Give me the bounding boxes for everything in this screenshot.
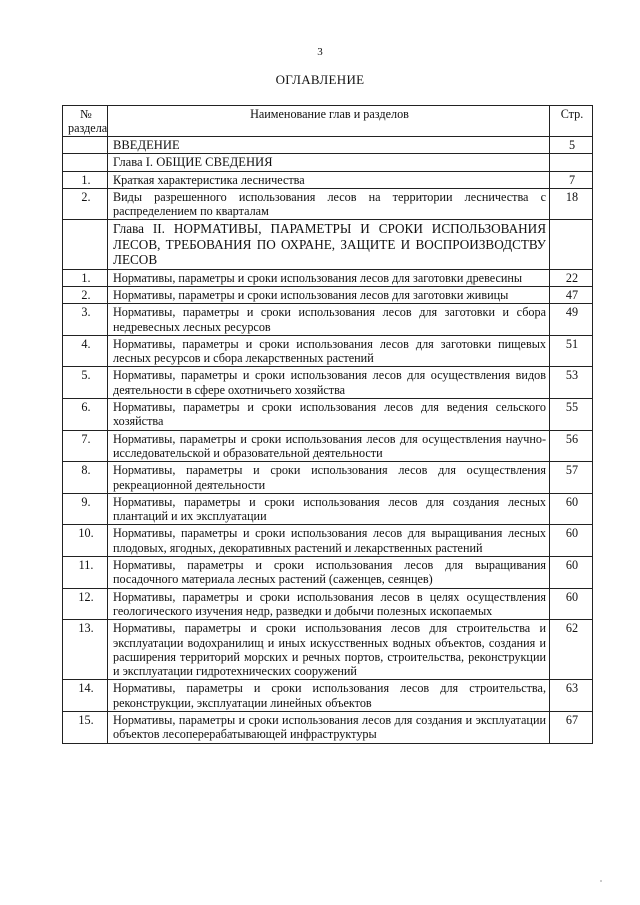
page-ref: 55 [550,399,593,431]
table-row [63,462,593,494]
page-ref: 47 [550,287,593,304]
section-title: Нормативы, параметры и сроки использования лесов для заготовки живицы [108,287,550,304]
row-number: 6. [63,399,108,431]
row-number: 9. [63,493,108,525]
header-row [63,106,593,137]
page-ref: 7 [550,171,593,188]
section-title: Нормативы, параметры и сроки использования лесов для осуществления рекреационной деятельности [108,462,550,494]
section-title: Нормативы, параметры и сроки использования лесов для создания и эксплуатации объектов лесоперерабатывающей инфраструктуры [108,712,550,744]
page-ref: 62 [550,620,593,680]
page-ref: 5 [550,137,593,154]
page-ref: 22 [550,269,593,286]
column-header-number [63,106,108,137]
section-title: Нормативы, параметры и сроки использования лесов для осуществления видов деятельности в сфере охотничьего хозяйства [108,367,550,399]
section-title: Краткая характеристика лесничества [108,171,550,188]
page-ref: 53 [550,367,593,399]
document-title: ОГЛАВЛЕНИЕ [275,72,365,87]
page-ref: 63 [550,680,593,712]
table-row [63,287,593,304]
page-ref: 60 [550,525,593,557]
table-row [63,588,593,620]
section-title: Нормативы, параметры и сроки использования лесов для осуществления научно-исследовательской и образовательной деятельности [108,430,550,462]
row-number: 1. [63,171,108,188]
table-row [63,171,593,188]
page-ref: 56 [550,430,593,462]
row-number: 13. [63,620,108,680]
section-title: Нормативы, параметры и сроки использования лесов для выращивания лесных плодовых, ягодных, декоративных растений и лекарственных растений [108,525,550,557]
section-title: Нормативы, параметры и сроки использования лесов для строительства и эксплуатации водохранилищ и иных искусственных водных объектов, создания и расширения территорий морских и речных портов, строительства, реконструкции и эксплуатации гидротехнических сооружений [108,620,550,680]
page-ref: 49 [550,304,593,336]
table-row [63,557,593,589]
row-number: 15. [63,712,108,744]
row-number: 5. [63,367,108,399]
chapter-title: ВВЕДЕНИЕ [108,137,550,154]
table-row [63,680,593,712]
row-number: 10. [63,525,108,557]
section-title: Нормативы, параметры и сроки использования лесов для заготовки древесины [108,269,550,286]
table-row [63,493,593,525]
table-row [63,269,593,286]
table-row [63,620,593,680]
page-ref [550,220,593,269]
row-number [63,220,108,269]
row-number: 11. [63,557,108,589]
section-title: Виды разрешенного использования лесов на территории лесничества с распределением по кварталам [108,188,550,220]
table-row [63,335,593,367]
page-ref: 60 [550,557,593,589]
section-title: Нормативы, параметры и сроки использования лесов для создания лесных плантаций и их эксплуатации [108,493,550,525]
section-title: Нормативы, параметры и сроки использования лесов для строительства, реконструкции, эксплуатации линейных объектов [108,680,550,712]
table-of-contents [62,105,593,744]
column-header-name: Наименование глав и разделов [108,106,550,137]
row-number: 7. [63,430,108,462]
row-number: 12. [63,588,108,620]
page-ref: 67 [550,712,593,744]
header-num-word: раздела [68,121,108,135]
row-number: 4. [63,335,108,367]
table-row [63,525,593,557]
row-number [63,137,108,154]
table-row [63,712,593,744]
section-title: Нормативы, параметры и сроки использования лесов для заготовки пищевых лесных ресурсов и сбора лекарственных растений [108,335,550,367]
chapter-row [63,220,593,269]
table-row [63,304,593,336]
row-number: 2. [63,188,108,220]
section-title: Нормативы, параметры и сроки использования лесов для выращивания посадочного материала лесных растений (саженцев, сеянцев) [108,557,550,589]
section-title: Нормативы, параметры и сроки использования лесов для ведения сельского хозяйства [108,399,550,431]
table-row [63,430,593,462]
chapter-row [63,137,593,154]
section-title: Нормативы, параметры и сроки использования лесов в целях осуществления геологического изучения недр, разведки и добычи полезных ископаемых [108,588,550,620]
row-number: 8. [63,462,108,494]
page-number: 3 [317,46,323,58]
row-number: 14. [63,680,108,712]
page-ref: 51 [550,335,593,367]
header-num-symbol: № [80,107,92,121]
page-ref: 57 [550,462,593,494]
page-ref: 60 [550,493,593,525]
row-number: 1. [63,269,108,286]
column-header-page: Стр. [550,106,593,137]
table-row [63,188,593,220]
row-number [63,154,108,171]
chapter-title: Глава II. НОРМАТИВЫ, ПАРАМЕТРЫ И СРОКИ ИСПОЛЬЗОВАНИЯ ЛЕСОВ, ТРЕБОВАНИЯ ПО ОХРАНЕ, ЗАЩИТЕ И ВОСПРОИЗВОДСТВУ ЛЕСОВ [108,220,550,269]
scan-speck [600,880,602,882]
chapter-row [63,154,593,171]
section-title: Нормативы, параметры и сроки использования лесов для заготовки и сбора недревесных лесных ресурсов [108,304,550,336]
table-row [63,367,593,399]
page-ref: 18 [550,188,593,220]
table-row [63,399,593,431]
row-number: 2. [63,287,108,304]
chapter-title: Глава I. ОБЩИЕ СВЕДЕНИЯ [108,154,550,171]
page-ref: 60 [550,588,593,620]
row-number: 3. [63,304,108,336]
page-ref [550,154,593,171]
